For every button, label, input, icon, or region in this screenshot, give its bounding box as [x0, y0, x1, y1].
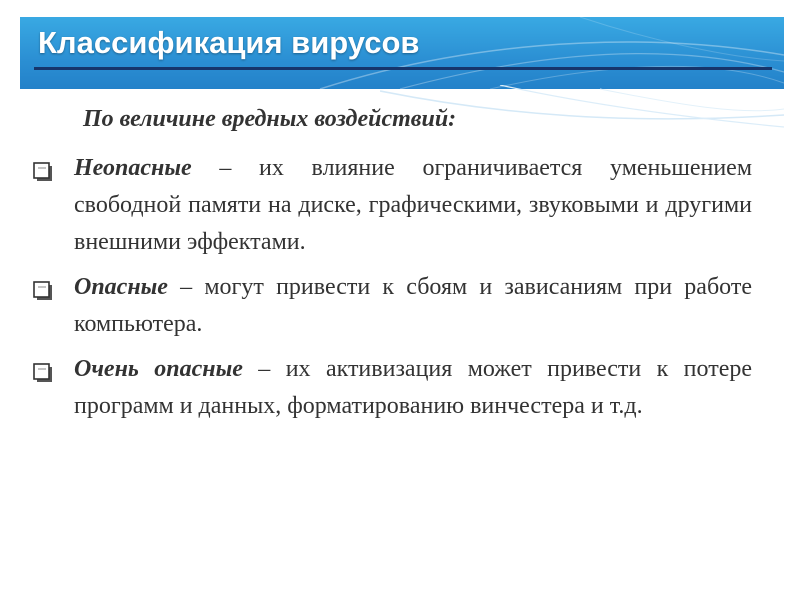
list-item [30, 351, 752, 425]
list-item-description: – их активизация может привести к потере программ и данных, форматированию винчестера и т.д. [74, 356, 752, 419]
list-item-term: Неопасные [74, 155, 192, 181]
slide-title: Классификация вирусов [38, 25, 420, 60]
list-item-description: – их влияние ограничивается уменьшением свободной памяти на диске, графическими, звуковыми и другими внешними эффектами. [74, 155, 752, 255]
slide-subtitle: По величине вредных воздействий: [83, 106, 457, 132]
list-item-text [74, 269, 752, 343]
list-item [30, 150, 752, 261]
list-item-term: Очень опасные [74, 356, 243, 382]
checkbox-bullet-icon [32, 161, 56, 183]
checkbox-bullet-icon [32, 280, 56, 302]
title-underline [34, 67, 772, 70]
bullet-list [30, 150, 752, 433]
list-item-description: – могут привести к сбоям и зависаниям при работе компьютера. [74, 274, 752, 337]
list-item-term: Опасные [74, 274, 168, 300]
slide-header [20, 17, 784, 89]
checkbox-bullet-icon [32, 362, 56, 384]
list-item-text [74, 150, 752, 261]
list-item [30, 269, 752, 343]
list-item-text [74, 351, 752, 425]
